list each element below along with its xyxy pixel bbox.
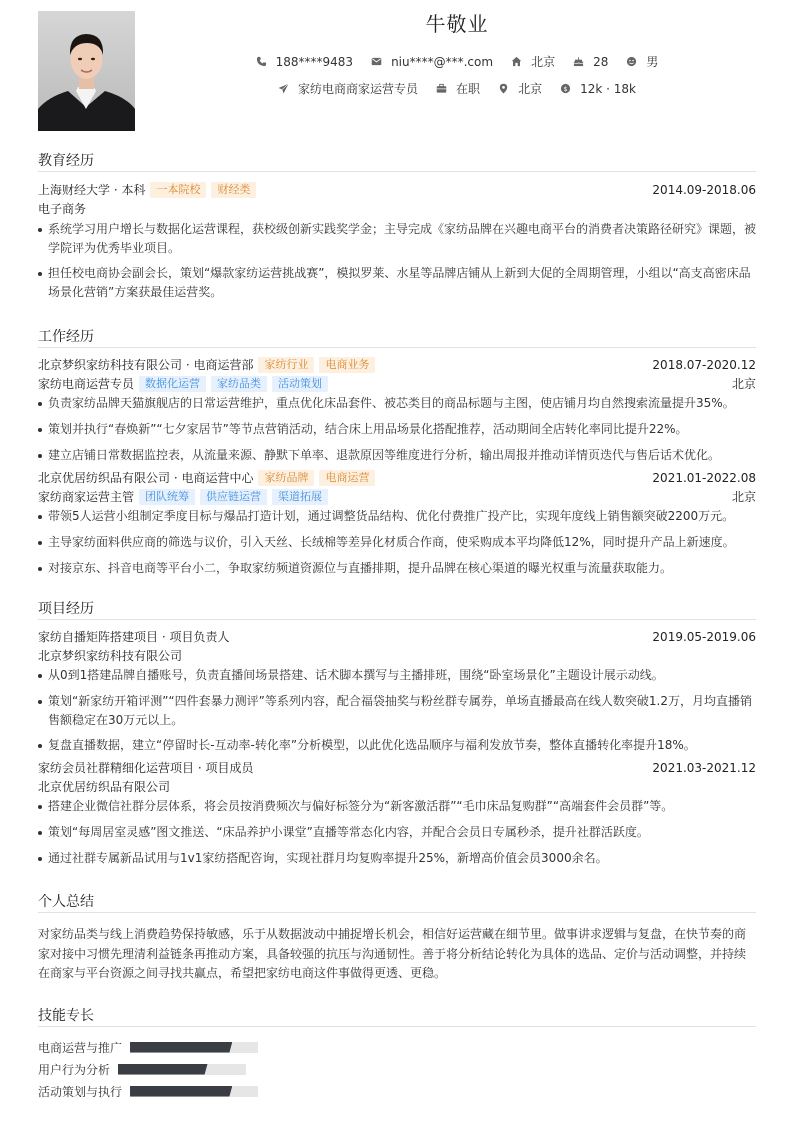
phone-item — [256, 55, 353, 69]
work-bullets — [38, 394, 756, 465]
list-item: 策划“新家纺开箱评测”“四件套暴力测评”等系列内容，配合福袋抽奖与粉丝群专属券，单场直播最高在线人数突破1.2万，月均直播销售额稳定在30万元以上。 — [38, 692, 756, 730]
profile-photo — [38, 11, 135, 131]
skill-label: 电商运营与推广 — [38, 1040, 123, 1055]
gender-icon — [626, 56, 637, 67]
age-text: 28 — [593, 54, 609, 69]
city-item — [498, 80, 542, 97]
work-role-row — [38, 374, 756, 393]
gender-text: 男 — [646, 55, 659, 69]
skill-fill — [130, 1042, 232, 1053]
project-org: 北京优居纺织品有限公司 — [38, 780, 171, 794]
home-item — [511, 53, 555, 70]
status-item — [436, 80, 480, 97]
list-item: 带领5人运营小组制定季度目标与爆品打造计划，通过调整货品结构、优化付费推广投产比，实现年度线上销售额突破2200万元。 — [38, 507, 756, 526]
briefcase-icon — [436, 83, 447, 94]
tag: 家纺品类 — [211, 376, 267, 392]
project-org-row — [38, 646, 756, 665]
section-title: 技能专长 — [38, 1005, 756, 1027]
company-name: 北京梦织家纺科技有限公司 · 电商运营部 — [38, 358, 254, 372]
project-name: 家纺自播矩阵搭建项目 · 项目负责人 — [38, 630, 230, 644]
role-name: 家纺商家运营主管 — [38, 490, 135, 504]
skills-section — [38, 1005, 756, 1103]
list-item: 策划“每周居室灵感”图文推送、“床品养护小课堂”直播等常态化内容，并配合会员日专属秒杀，提升社群活跃度。 — [38, 823, 756, 842]
projects-section — [38, 598, 756, 875]
list-item: 通过社群专属新品试用与1v1家纺搭配咨询，实现社群月均复购率提升25%，新增高价值会员3000余名。 — [38, 849, 756, 868]
project-org: 北京梦织家纺科技有限公司 — [38, 649, 183, 663]
date-range: 2014.09-2018.06 — [652, 182, 756, 197]
skill-bar — [130, 1042, 258, 1053]
salary-text: 12k · 18k — [580, 81, 636, 96]
job-item — [278, 80, 418, 97]
work-entry-header — [38, 355, 756, 374]
status-text: 在职 — [456, 82, 481, 96]
work-entry-header — [38, 468, 756, 487]
date-range: 2021.03-2021.12 — [652, 760, 756, 775]
tag: 数据化运营 — [139, 376, 206, 392]
contact-info-row — [160, 53, 754, 70]
list-item: 建立店铺日常数据监控表，从流量来源、静默下单率、退款原因等维度进行分析，输出周报并推动详情页迭代与售后话术优化。 — [38, 446, 756, 465]
project-entry — [38, 627, 756, 755]
work-location: 北京 — [731, 490, 756, 504]
candidate-name: 牛敬业 — [425, 12, 489, 36]
project-bullets — [38, 797, 756, 868]
email-text: niu****@***.com — [391, 54, 494, 69]
cake-icon — [573, 56, 584, 67]
summary-section — [38, 891, 756, 984]
education-section — [38, 150, 756, 308]
work-bullets — [38, 507, 756, 578]
list-item: 搭建企业微信社群分层体系，将会员按消费频次与偏好标签分为“新客激活群”“毛巾床品复购群”“高端套件会员群”等。 — [38, 797, 756, 816]
city-text: 北京 — [518, 82, 543, 96]
tag: 家纺行业 — [258, 357, 314, 373]
skill-fill — [130, 1086, 232, 1097]
list-item: 从0到1搭建品牌自播账号，负责直播间场景搭建、话术脚本撰写与主播排班，围绕“卧室场景化”主题设计展示动线。 — [38, 666, 756, 685]
skill-bar — [130, 1086, 258, 1097]
work-entry — [38, 468, 756, 578]
project-header — [38, 627, 756, 646]
salary-item — [560, 82, 636, 96]
list-item: 复盘直播数据，建立“停留时长-互动率-转化率”分析模型，以此优化选品顺序与福利发放节奏，整体直播转化率提升18%。 — [38, 736, 756, 755]
job-text: 家纺电商商家运营专员 — [298, 82, 419, 96]
school-name: 上海财经大学 · 本科 — [38, 183, 146, 197]
education-subheader — [38, 199, 756, 218]
tag: 活动策划 — [272, 376, 328, 392]
date-range: 2019.05-2019.06 — [652, 629, 756, 644]
job-info-row — [160, 80, 754, 97]
skill-label: 用户行为分析 — [38, 1062, 111, 1077]
skills-list — [38, 1037, 756, 1103]
project-org-row — [38, 777, 756, 796]
list-item: 策划并执行“春焕新”“七夕家居节”等节点营销活动，结合床上用品场景化搭配推荐，活动期间全店转化率同比提升22%。 — [38, 420, 756, 439]
list-item: 负责家纺品牌天猫旗舰店的日常运营维护，重点优化床品套件、被芯类目的商品标题与主图，使店铺月均自然搜索流量提升35%。 — [38, 394, 756, 413]
skill-bar — [118, 1064, 246, 1075]
date-range: 2021.01-2022.08 — [652, 470, 756, 485]
email-item — [371, 55, 493, 69]
education-bullets — [38, 220, 756, 302]
section-title: 项目经历 — [38, 598, 756, 620]
send-icon — [278, 83, 289, 94]
tag: 电商业务 — [319, 357, 375, 373]
section-title: 个人总结 — [38, 891, 756, 913]
tag: 团队统筹 — [139, 489, 195, 505]
age-item — [573, 55, 608, 69]
list-item: 担任校电商协会副会长，策划“爆款家纺运营挑战赛”，模拟罗莱、水星等品牌店铺从上新到大促的全周期管理，小组以“高支高密床品场景化营销”方案获最佳运营奖。 — [38, 264, 756, 302]
email-icon — [371, 56, 382, 67]
money-icon — [560, 83, 571, 94]
skill-label: 活动策划与执行 — [38, 1084, 123, 1099]
tag: 一本院校 — [150, 182, 206, 198]
tag: 供应链运营 — [200, 489, 267, 505]
project-entry — [38, 758, 756, 868]
location-icon — [498, 83, 509, 94]
section-title: 工作经历 — [38, 326, 756, 348]
summary-text: 对家纺品类与线上消费趋势保持敏感，乐于从数据波动中捕捉增长机会，相信好运营藏在细节里。做事讲求逻辑与复盘，在快节奏的商家对接中习惯先理清利益链条再推动方案，具备较强的抗压与沟通韧性。善于将分析结论转化为具体的选品、定价与活动调整，并持续在商家与平台资源之间寻找共赢点，希望把家纺电商这件事做得更透、更稳。 — [38, 927, 747, 980]
company-name: 北京优居纺织品有限公司 · 电商运营中心 — [38, 471, 254, 485]
tag: 渠道拓展 — [272, 489, 328, 505]
list-item: 对接京东、抖音电商等平台小二，争取家纺频道资源位与直播排期，提升品牌在核心渠道的曝光权重与流量获取能力。 — [38, 559, 756, 578]
skill-item — [38, 1037, 399, 1057]
gender-item — [626, 53, 658, 70]
section-title: 教育经历 — [38, 150, 756, 172]
tag: 家纺品牌 — [258, 470, 314, 486]
phone-text: 188****9483 — [275, 54, 354, 69]
work-section — [38, 326, 756, 585]
project-name: 家纺会员社群精细化运营项目 · 项目成员 — [38, 761, 254, 775]
date-range: 2018.07-2020.12 — [652, 357, 756, 372]
tag: 电商运营 — [319, 470, 375, 486]
home-text: 北京 — [531, 55, 556, 69]
skill-fill — [118, 1064, 208, 1075]
role-name: 家纺电商运营专员 — [38, 377, 135, 391]
tag: 财经类 — [211, 182, 256, 198]
major: 电子商务 — [38, 202, 87, 216]
skill-item — [38, 1081, 399, 1101]
phone-icon — [256, 56, 267, 67]
project-header — [38, 758, 756, 777]
education-entry-header — [38, 180, 756, 199]
project-bullets — [38, 666, 756, 755]
svg-text:$: $ — [563, 84, 568, 93]
list-item: 系统学习用户增长与数据化运营课程，获校级创新实践奖学金；主导完成《家纺品牌在兴趣电商平台的消费者决策路径研究》课题，被学院评为优秀毕业项目。 — [38, 220, 756, 258]
work-role-row — [38, 487, 756, 506]
skill-item — [38, 1059, 399, 1079]
work-location: 北京 — [731, 377, 756, 391]
home-icon — [511, 56, 522, 67]
list-item: 主导家纺面料供应商的筛选与议价，引入天丝、长绒棉等差异化材质合作商，使采购成本平均降低12%，同时提升产品上新速度。 — [38, 533, 756, 552]
work-entry — [38, 355, 756, 465]
